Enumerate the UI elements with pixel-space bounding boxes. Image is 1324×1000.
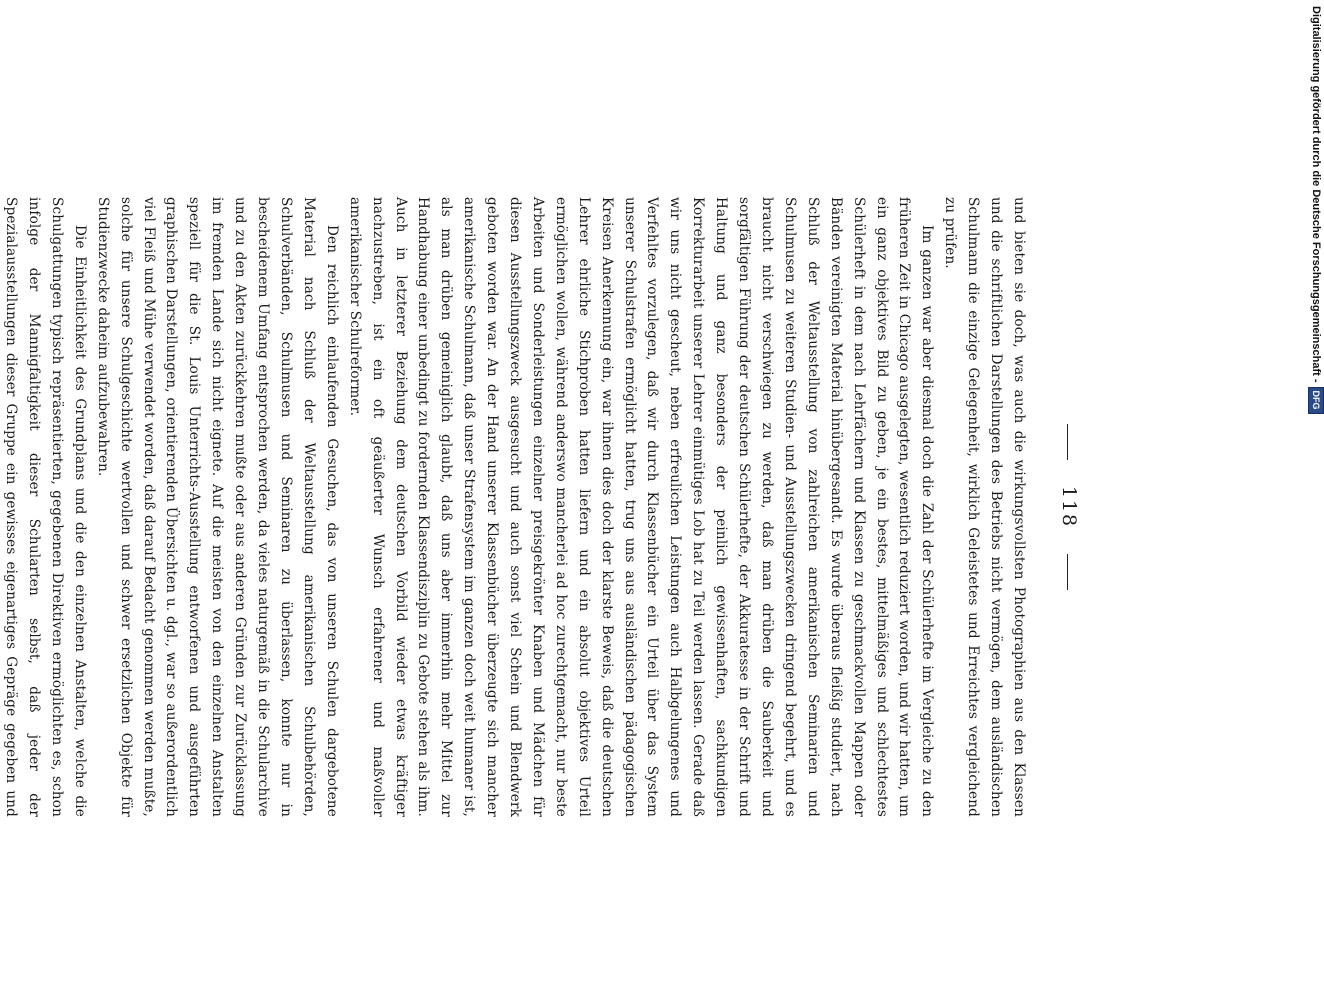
page-header <box>1046 197 1080 817</box>
header-dash-left <box>1068 424 1069 460</box>
header-dash-right <box>1068 554 1069 590</box>
watermark-text: Digitalisierung gefördert durch die Deutsche Forschungsgemeinschaft - <box>1310 6 1322 383</box>
page-number: 118 <box>1058 485 1080 529</box>
paragraph-3: Den reichlich einlaufenden Gesuchen, das von unseren Schulen dargebotene Material nach Schluß der Weltausstellung amerikanischen Schulbehörden, Schulverbänden, Schulmusen und Seminaren zu überlassen, konnte nur in bescheidenem Umfang entsprochen werden, da vieles naturgemäß in die Schularchive und zu den Akten zurückkehren mußte oder aus anderen Gründen zur Zurücklassung im fremden Lande sich nicht eignete. Auf die meisten von den einzelnen Anstalten speziell für die St. Louis Unterrichts-Ausstellung entworfenen und ausgeführten graphischen Darstellungen, orientierenden Übersichten u. dgl., war so außerordentlich viel Fleiß und Mühe verwendet worden, daß darauf Bedacht genommen werden mußte, solche für unsere Schulgeschichte wertvollen und schwer ersetzlichen Objekte für Studienzwecke daheim aufzubewahren. <box>94 197 340 817</box>
body-text <box>0 197 1030 817</box>
dfg-watermark <box>1305 6 1324 410</box>
paragraph-1: und bieten sie doch, was auch die wirkungsvollsten Photographien aus den Klassen und die schriftlichen Darstellungen des Betriebs nicht vermögen, dem ausländischen Schulmann die einzige Gelegenheit, wirklich Geleistetes und Erreichtes vergleichend zu prüfen. <box>942 197 1027 817</box>
paragraph-4: Die Einheitlichkeit des Grundplans und die den einzelnen Anstalten, welche die Schulgattungen typisch repräsentierten, gegebenen Direktiven ermöglichten es, schon infolge der Mannigfaltigkeit dieser Schularten selbst, daß jeder der Spezialausstellungen dieser Gruppe ein gewisses eigenartiges Gepräge gegeben und <box>3 197 88 817</box>
dfg-logo: DFG <box>1308 387 1324 414</box>
rotated-book-page <box>3 197 1080 817</box>
watermark-text-wrap <box>1305 6 1324 410</box>
paragraph-2: Im ganzen war aber diesmal doch die Zahl der Schülerhefte im Vergleiche zu den früheren Zeit in Chicago ausgelegten, wesentlich reduziert worden, und wir hatten, um ein ganz objektives Bild zu geben, je ein bestes, mittelmäßiges und schlechtestes Schülerheft in dem nach Lehrfächern und Klassen zu geschmackvollen Mappen oder Bänden vereinigten Material hinübergesandt. Es wurde überaus fleißig studiert, nach Schluß der Weltausstellung von zahlreichen amerikanischen Seminarien und Schulmusen zu weiteren Studien- und Ausstellungszwecken dringend begehrt, und es braucht nicht verschwiegen zu werden, daß man drüben die Sauberkeit und sorgfältigen Führung der deutschen Schülerhefte, der Akkuratesse in der Schrift und Haltung und ganz besonders der peinlich gewissenhaften, sachkundigen Korrekturarbeit unserer Lehrer einmütiges Lob hat zu Teil werden lassen. Gerade daß wir uns nicht gescheut, neben erfreulichen Leistungen auch Halbgelungenes und Verfehltes vorzulegen, daß wir durch Klassenbücher ein Urteil über das System unserer Schulstrafen ermöglicht hatten, trug uns aus ausländischen pädagogischen Kreisen Anerkennung ein, war ihnen dies doch der klarste Beweis, daß die deutschen Lehrer ehrliche Stichproben hatten liefern und ein absolut objektives Urteil ermöglichen wollen, während anderswo mancherlei ad hoc zurechtgemacht, nur beste Arbeiten und Sonderleistungen einzelner preisgekrönter Knaben und Mädchen für diesen Ausstellungszweck ausgesucht und auch sonst viel Schein und Blendwerk geboten worden war. An der Hand unserer Klassenbücher überzeugte sich mancher amerikanische Schulmann, daß unser Strafensystem im ganzen doch weit humaner ist, als man drüben gemeiniglich glaubt, daß uns aber immerhin mehr Mittel zur Handhabung einer unbedingt zu fordernden Klassendisziplin zu Gebote stehen als ihm. Auch in letzterer Beziehung dem deutschen Vorbild wieder etwas kräftiger nachzustreben, ist ein oft geäußerter Wunsch erfahrener und maßvoller amerikanischer Schulreformer. <box>346 197 936 817</box>
